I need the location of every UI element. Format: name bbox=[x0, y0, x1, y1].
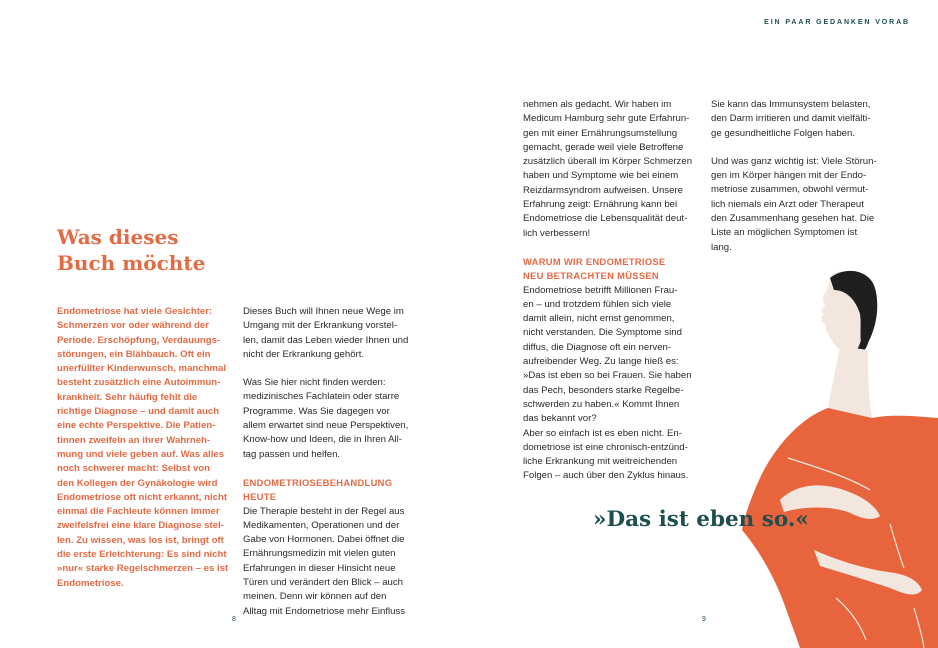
intro-paragraph: Endometriose hat viele Gesichter: Schmerzen vor oder während der Periode. Erschöpfung, Verdauungs- störungen, ein Blähbauch. Oft ein unerfüllter Kinderwunsch, manchmal besteht zusätzlich eine Autoimmun- krankheit. Sehr häufig fehlt die richtige Diagnose – und damit auch eine echte Perspektive. Die Patien- tinnen zweifeln an ihrer Wahrneh- mung und viele geben auf. Was alles noch schwerer macht: Selbst von den Kollegen der Gynäkologie wird Endometriose oft nicht erkannt, nicht einmal die Fachleute können immer zweifelsfrei eine klare Diagnose stel- len. Zu wissen, was los ist, bringt oft die erste Erleichterung: Es sind nicht »nur« starke Regelschmerzen – es ist Endometriose. bbox=[57, 306, 229, 589]
page-number-left: 8 bbox=[232, 616, 236, 623]
neck bbox=[828, 346, 872, 418]
paragraph: Und was ganz wichtig ist: Viele Störun- gen im Körper hängen mit der Endo- metriose zusammen, obwohl vermut- lich niemals ein Arzt oder Therapeut den Zusammenhang gesehen hat. Die Liste an möglichen Symptomen ist lang. bbox=[711, 155, 877, 253]
pull-quote: »Das ist eben so.« bbox=[593, 507, 809, 532]
section-title-line-2: Buch möchte bbox=[57, 251, 206, 275]
running-head: EIN PAAR GEDANKEN VORAB bbox=[764, 19, 910, 26]
text-column-4 bbox=[711, 98, 887, 255]
paragraph: Was Sie hier nicht finden werden: medizinisches Fachlatein oder starre Programme. Was Sie dagegen vor allem erwartet sind neue Perspektiven, Know-how und Ideen, die in Ihren All- tag passen und helfen. bbox=[243, 377, 409, 460]
subheading-treatment: ENDOMETRIOSEBEHANDLUNG HEUTE bbox=[243, 476, 393, 503]
paragraph: Endometriose betrifft Millionen Frau- en – und trotzdem fühlen sich viele damit allein, nicht ernst genommen, nicht verstanden. Die Symptome sind diffus, die Diagnose oft ein nerven- aufreibender Weg. Zu lange hieß es: »Das ist eben so bei Frauen. Sie haben das Pech, besonders starke Regelbe- schwerden zu haben.« Kommt Ihnen das bekannt vor? Aber so einfach ist es eben nicht. En- dometriose ist eine chronisch-entzünd- liche Erkrankung mit weitreichenden Folgen – auch über den Zyklus hinaus. bbox=[523, 284, 692, 482]
paragraph: Sie kann das Immunsystem belasten, den Darm irritieren und damit vielfälti- ge gesundheitliche Folgen haben. bbox=[711, 99, 871, 139]
paragraph: nehmen als gedacht. Wir haben im Medicum Hamburg sehr gute Erfahrun- gen mit einer Ernährungsumstellung gemacht, gerade weil viele Betroffene zusätzlich überall im Körper Schmerzen haben und Symptome wie bei einem Reizdarmsyndrom aufweisen. Unsere Erfahrung zeigt: Ernährung kann bei Endometriose die Lebensqualität deut- lich verbessern! bbox=[523, 99, 693, 239]
paragraph: Dieses Buch will Ihnen neue Wege im Umgang mit der Erkrankung vorstel- len, damit das Leben wieder Ihnen und nicht der Erkrankung gehört. bbox=[243, 306, 409, 360]
section-title bbox=[57, 224, 237, 276]
subheading-why: WARUM WIR ENDOMETRIOSE NEU BETRACHTEN MÜSSEN bbox=[523, 255, 666, 282]
intro-column bbox=[57, 305, 237, 591]
section-title-line-1: Was dieses bbox=[57, 225, 179, 249]
page-number-right: 9 bbox=[702, 616, 706, 623]
woman-illustration bbox=[740, 268, 938, 648]
paragraph: Die Therapie besteht in der Regel aus Medikamenten, Operationen und der Gabe von Hormonen. Dabei öffnet die Ernährungsmedizin mit vielen guten Erfahrungen in dieser Hinsicht neue Türen und verändert den Blick – auch meinen. Denn wir können auf den Alltag mit Endometriose mehr Einfluss bbox=[243, 505, 406, 617]
text-column-3 bbox=[523, 98, 701, 484]
text-column-2 bbox=[243, 305, 421, 619]
